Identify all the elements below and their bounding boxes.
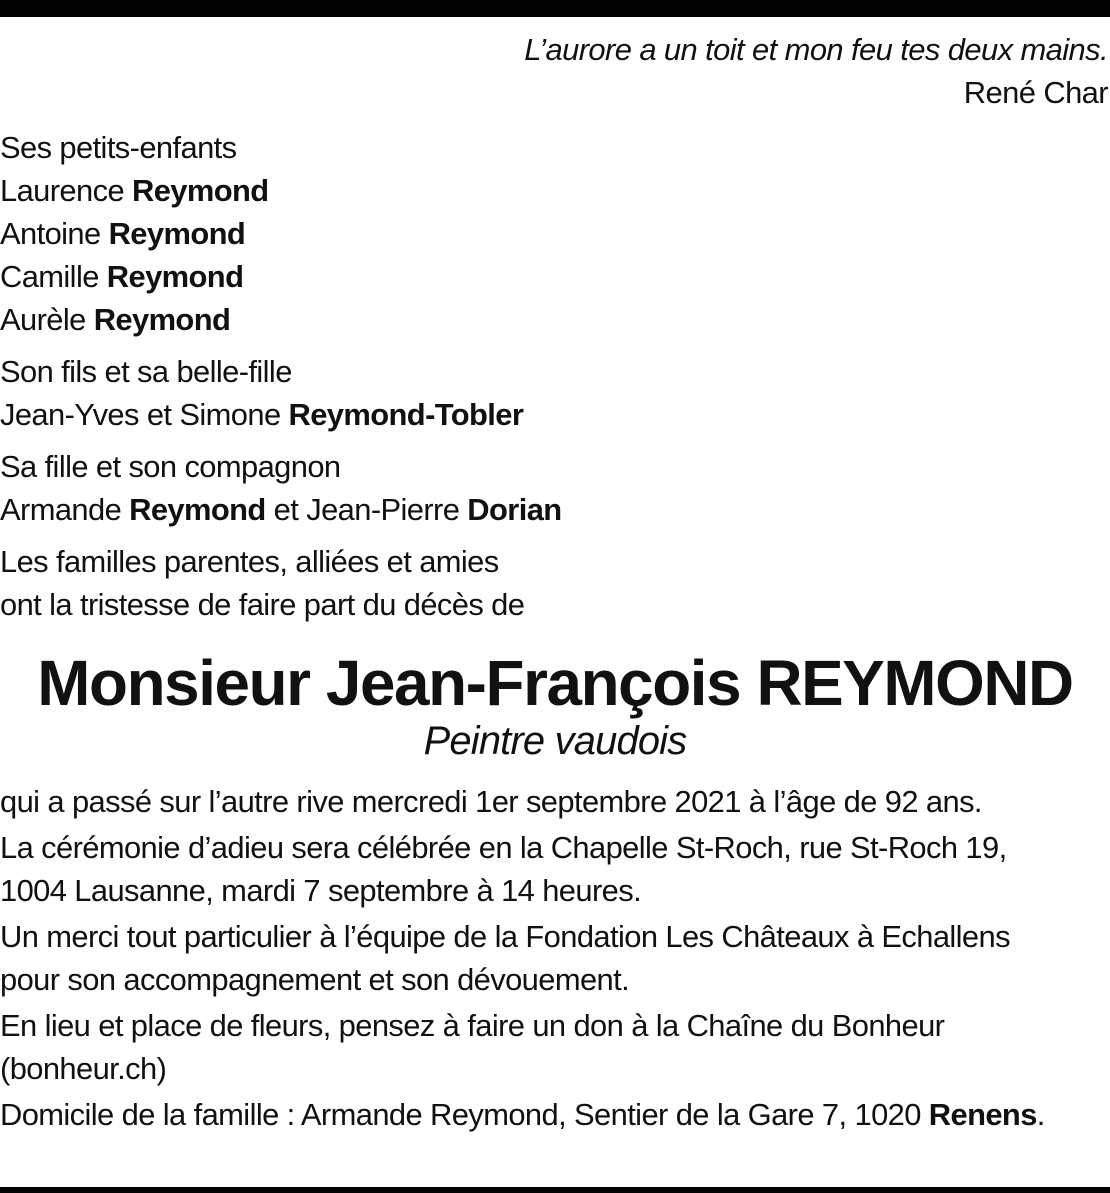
donation-line-1: En lieu et place de fleurs, pensez à faire un don à la Chaîne du Bonheur xyxy=(0,1008,945,1043)
member-first-name: Armande xyxy=(0,492,122,527)
son-group xyxy=(0,350,1110,436)
member-first-name: Jean-Yves et Simone xyxy=(0,397,281,432)
grandchildren-heading: Ses petits-enfants xyxy=(0,130,237,165)
member-first-name: Laurence xyxy=(0,173,125,208)
member-first-name: Aurèle xyxy=(0,302,86,337)
domicile-address: Domicile de la famille : Armande Reymond, Sentier de la Gare 7, 1020 xyxy=(0,1097,921,1132)
ceremony-line-2: 1004 Lausanne, mardi 7 septembre à 14 heures. xyxy=(0,873,642,908)
thanks-line-2: pour son accompagnement et son dévouement. xyxy=(0,962,630,997)
family-member xyxy=(0,488,1106,531)
son-heading: Son fils et sa belle-fille xyxy=(0,354,292,389)
member-last-name: Reymond xyxy=(132,173,269,208)
announcement-line: ont la tristesse de faire part du décès de xyxy=(0,587,525,622)
top-rule xyxy=(0,0,1110,17)
deceased-name: Monsieur Jean-François REYMOND xyxy=(37,647,1073,719)
thanks-line-1: Un merci tout particulier à l’équipe de la Fondation Les Châteaux à Echallens xyxy=(0,919,1010,954)
bottom-rule xyxy=(0,1187,1110,1193)
member-first-name: Camille xyxy=(0,259,99,294)
domicile-group xyxy=(0,1093,1110,1136)
member-last-name: Reymond-Tobler xyxy=(288,397,524,432)
family-member xyxy=(0,298,1106,341)
family-member xyxy=(0,393,1106,436)
family-member xyxy=(0,255,1106,298)
ceremony-line-1: La cérémonie d’adieu sera célébrée en la Chapelle St-Roch, rue St-Roch 19, xyxy=(0,830,1007,865)
member-first-name: et Jean-Pierre xyxy=(273,492,460,527)
domicile-line xyxy=(0,1093,1106,1136)
families-line: Les familles parentes, alliées et amies xyxy=(0,544,499,579)
passing-line: qui a passé sur l’autre rive mercredi 1er septembre 2021 à l’âge de 92 ans. xyxy=(0,784,982,819)
obituary-notice xyxy=(0,28,1110,1136)
epigraph xyxy=(0,28,1110,114)
member-last-name: Reymond xyxy=(129,492,266,527)
donation-group xyxy=(0,1004,1110,1090)
thanks-group xyxy=(0,915,1110,1001)
ceremony-group xyxy=(0,826,1110,912)
domicile-period: . xyxy=(1036,1097,1045,1132)
epigraph-author: René Char xyxy=(963,75,1108,110)
passing-group xyxy=(0,780,1110,823)
domicile-city: Renens xyxy=(928,1097,1037,1132)
member-last-name: Reymond xyxy=(106,259,244,294)
member-first-name: Antoine xyxy=(0,216,101,251)
deceased-profession: Peintre vaudois xyxy=(423,719,687,763)
family-member xyxy=(0,169,1106,212)
donation-line-2: (bonheur.ch) xyxy=(0,1051,167,1086)
families-group xyxy=(0,540,1110,626)
epigraph-quote: L’aurore a un toit et mon feu tes deux mains. xyxy=(524,32,1108,67)
member-last-name: Reymond xyxy=(108,216,246,251)
daughter-heading: Sa fille et son compagnon xyxy=(0,449,341,484)
grandchildren-group xyxy=(0,126,1110,341)
daughter-group xyxy=(0,445,1110,531)
details-block xyxy=(0,780,1110,1136)
member-last-name: Reymond xyxy=(93,302,231,337)
member-last-name: Dorian xyxy=(467,492,562,527)
family-member xyxy=(0,212,1106,255)
